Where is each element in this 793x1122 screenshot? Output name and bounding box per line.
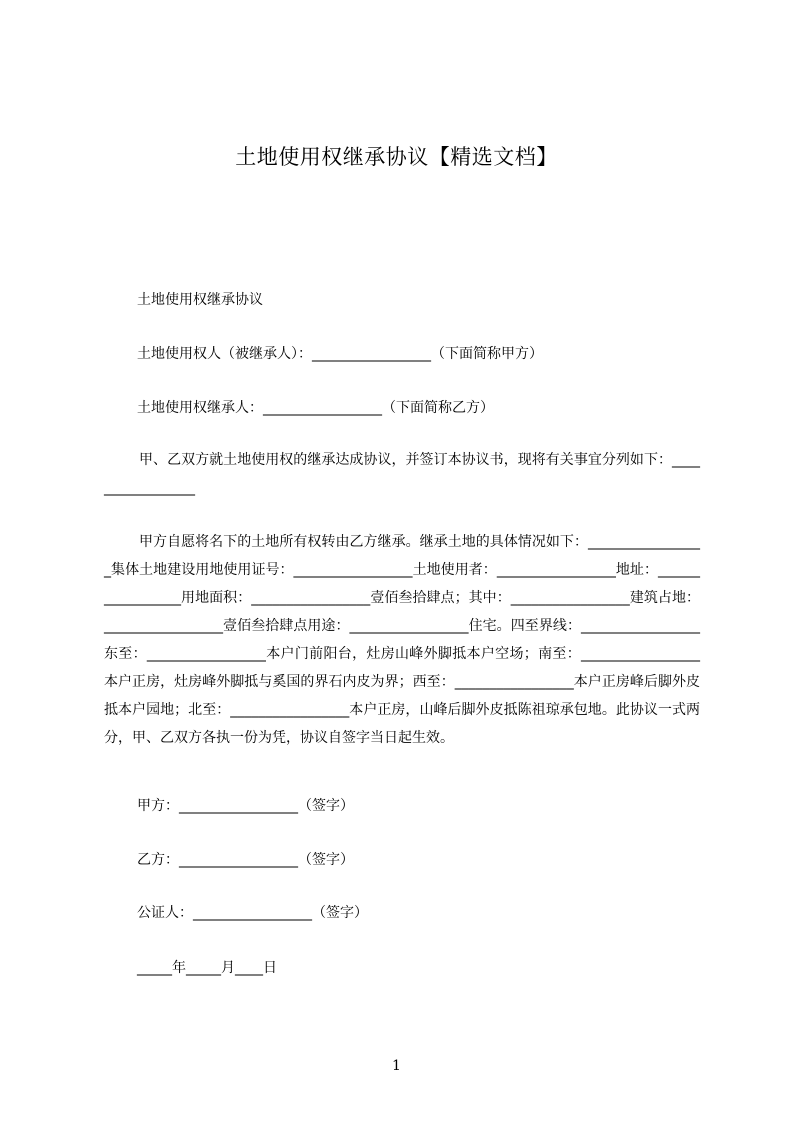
intro-paragraph xyxy=(104,446,700,502)
notary-signature: 公证人：_________________（签字） xyxy=(137,905,368,921)
body-paragraph-text: 甲方自愿将名下的土地所有权转由乙方继承。继承土地的具体情况如下：_________________集体土地建设用地使用证号：_________________土地使用者：_________________地址：_________________用地面积：_________________壹佰叁拾肆点；其中：_________________建筑占地：_________________壹佰叁拾肆点用途：_________________住宅。四至界线：_________________东至：_________________本户门前阳台，灶房山峰外脚抵本户空场；南至：_________________本户正房，灶房峰外脚抵与奚国的界石内皮为界；西至：_________________本户正房峰后脚外皮抵本户园地；北至：_________________本户正房，山峰后脚外皮抵陈祖琼承包地。此协议一式两分，甲、乙双方各执一份为凭，协议自签字当日起生效。 xyxy=(104,534,700,746)
document-title: 土地使用权继承协议【精选文档】 xyxy=(235,145,558,169)
party-a-line: 土地使用权人（被继承人）：_________________（下面简称甲方） xyxy=(137,346,543,362)
signature-party-b: 乙方：_________________（签字） xyxy=(137,852,354,868)
intro-paragraph-text: 甲、乙双方就土地使用权的继承达成协议，并签订本协议书，现将有关事宜分列如下：_________________ xyxy=(104,452,700,496)
page-number: 1 xyxy=(392,1058,401,1074)
party-b-line: 土地使用权继承人：_________________（下面简称乙方） xyxy=(137,400,494,416)
date-line: _____年_____月____日 xyxy=(137,960,277,976)
agreement-heading: 土地使用权继承协议 xyxy=(137,292,263,308)
body-paragraph xyxy=(104,528,700,752)
signature-party-a: 甲方：_________________（签字） xyxy=(137,798,354,814)
